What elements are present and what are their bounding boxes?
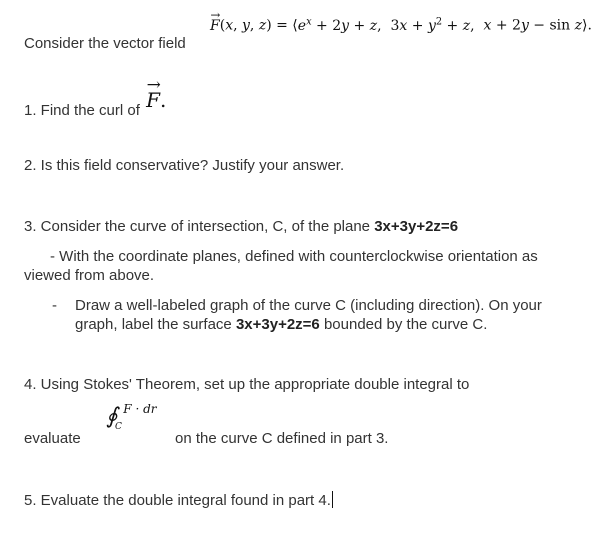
q1-tail: .: [159, 88, 167, 112]
vector-field-formula: [210, 16, 592, 34]
q3-line-3: viewed from above.: [24, 267, 155, 284]
q3-b2-pre: graph, label the surface: [75, 316, 236, 333]
question-4: 4. Using Stokes' Theorem, set up the appropriate double integral to: [24, 376, 470, 393]
question-1: [24, 88, 167, 120]
q3-bullet-line-1: Draw a well-labeled graph of the curve C (including direction). On your: [75, 297, 542, 314]
field-comp-1: $e^x + 2y + z$,: [297, 16, 382, 34]
q3-lead-text: 3. Consider the curve of intersection, C, of the plane: [24, 218, 375, 235]
q4-evaluate: evaluate: [24, 430, 81, 447]
q3-line-2: - With the coordinate planes, defined with counterclockwise orientation as: [50, 248, 538, 265]
integrand: F · dr: [123, 402, 157, 416]
vector-f-symbol: → F: [146, 88, 160, 112]
q3-bullet: -: [52, 297, 57, 314]
q3-b2-post: bounded by the curve C.: [319, 316, 488, 333]
contour-integral-icon: ∮: [106, 404, 118, 429]
text-cursor: [332, 491, 333, 508]
vector-f: → F: [210, 18, 220, 34]
q3-plane-equation: 3x+3y+2z=6: [374, 218, 459, 235]
q3-bullet-line-2: [75, 316, 487, 333]
integral-subscript: C: [115, 422, 122, 432]
q3-b2-plane: 3x+3y+2z=6: [235, 316, 320, 333]
question-5: [24, 491, 333, 509]
field-comp-2: $3x + y^2 + z$,: [390, 16, 475, 34]
q4-tail: on the curve C defined in part 3.: [175, 430, 389, 447]
field-comp-3: x + 2y − sin z⟩.: [483, 17, 592, 34]
line-integral: [106, 400, 157, 432]
field-lhs: (x, y, z) = ⟨: [219, 17, 298, 34]
question-3-lead: [24, 218, 458, 235]
intro-text: Consider the vector field: [24, 35, 186, 52]
question-2: 2. Is this field conservative? Justify your answer.: [24, 157, 345, 174]
q5-text: 5. Evaluate the double integral found in part 4.: [24, 492, 331, 509]
q1-text: 1. Find the curl of: [24, 102, 140, 119]
